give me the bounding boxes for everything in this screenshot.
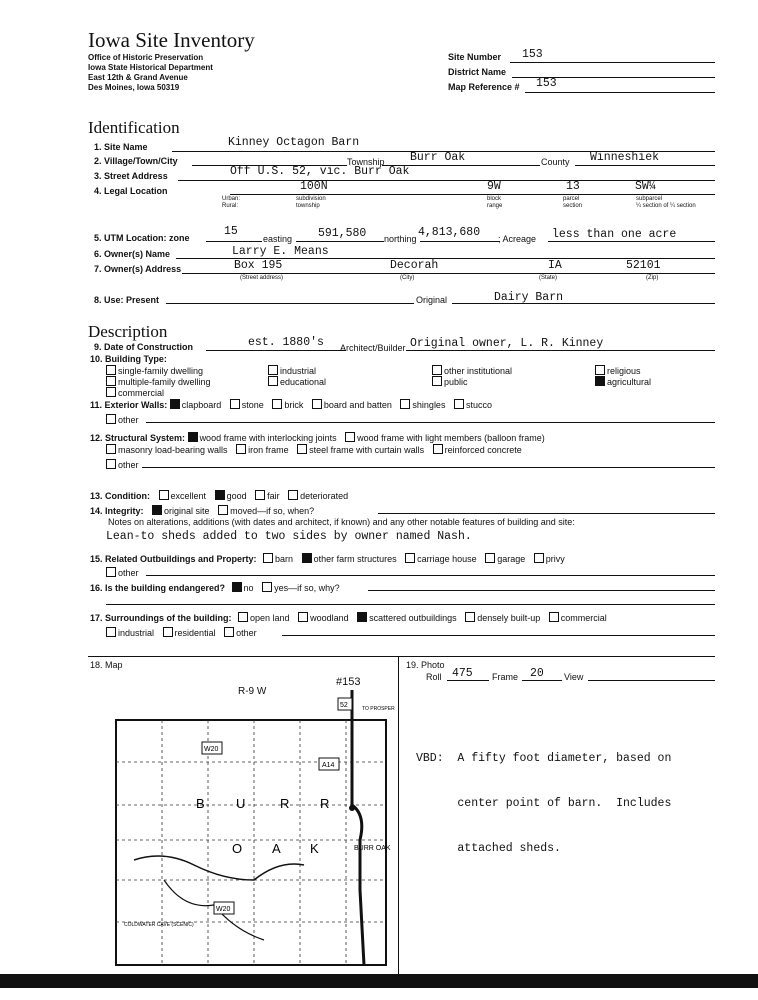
outbuildings-label: 15. Related Outbuildings and Property: [90,554,257,564]
township-sub-label: township [296,203,320,209]
checkbox-checked[interactable] [152,505,162,515]
checkbox[interactable] [106,414,116,424]
surr-opt[interactable] [163,627,216,638]
checkbox[interactable] [485,553,495,563]
notes-label: Notes on alterations, additions (with dates and architect, if known) and any other notable features of building and site: [108,517,575,527]
opt-label: wood frame with light members (balloon frame) [357,433,545,443]
outbuildings-row [90,553,571,564]
street-label: 3. Street Address [94,171,168,181]
opt-label: garage [497,554,526,564]
architect-value[interactable]: Original owner, L. R. Kinney [410,337,604,350]
checkbox[interactable] [106,459,116,469]
checkbox-checked[interactable] [232,582,242,592]
bt-item[interactable] [106,376,211,387]
checkbox[interactable] [595,365,605,375]
opt-label: excellent [170,491,207,501]
opt-label: original site [164,506,210,516]
utm-label: 5. UTM Location: zone [94,233,190,243]
checkbox[interactable] [405,553,415,563]
opt-label: brick [284,400,304,410]
structural-row-2 [106,444,528,455]
surr-opt[interactable] [465,612,540,623]
checkbox[interactable] [534,553,544,563]
zip-sub-label: (Zip) [646,275,659,281]
condition-label: 13. Condition: [90,491,150,501]
easting-label: easting [263,234,293,244]
other-label: other [118,415,139,425]
walls-opt[interactable] [272,399,303,410]
opt-label: wood frame with interlocking joints [199,433,337,443]
surroundings-row-2 [106,627,263,638]
opt-label: stucco [465,400,492,410]
bt-label: religious [607,366,641,376]
street-sub-label: (Street address) [240,275,284,281]
structural-other[interactable] [106,459,139,470]
opt-label: deteriorated [300,491,349,501]
checkbox[interactable] [400,399,410,409]
opt-label: densely built-up [477,613,541,623]
zone-line [206,241,262,242]
opt-label: steel frame with curtain walls [309,445,425,455]
outb-opt[interactable] [302,553,397,564]
walls-other[interactable] [106,414,139,425]
checkbox-checked[interactable] [188,432,198,442]
bt-label: other institutional [444,366,513,376]
site-tag: #153 [336,676,361,688]
range-label: range [487,203,503,209]
scan-edge [0,974,758,988]
acreage-line [548,241,715,242]
date-value[interactable]: est. 1880's [248,336,324,349]
integrity-label: 14. Integrity: [90,506,144,516]
map-label: 18. Map [90,660,123,670]
easting-line [296,241,384,242]
rural-label: Rural: [222,203,239,209]
map-letter: A [272,841,281,856]
opt-label: other farm structures [313,554,397,564]
checkbox[interactable] [297,444,307,454]
surr-opt[interactable] [357,612,457,623]
endangered-row [90,582,346,593]
walls-opt[interactable] [170,399,222,410]
office-line: Des Moines, Iowa 50319 [88,83,180,92]
checkbox[interactable] [106,365,116,375]
district-label: District Name [448,67,507,77]
opt-label: good [226,491,247,501]
checkbox-checked[interactable] [357,612,367,622]
owner-address-line [182,273,715,274]
original-use-value[interactable]: Dairy Barn [494,291,564,304]
bt-item[interactable] [268,376,326,387]
other-label: other [118,568,139,578]
checkbox[interactable] [433,444,443,454]
outb-other[interactable] [106,567,139,578]
surr-opt[interactable] [106,627,154,638]
checkbox[interactable] [238,612,248,622]
sub-label [296,196,326,210]
sub-label [563,196,582,210]
legal-township[interactable]: 100N [300,180,328,193]
structural-other-line[interactable] [142,467,715,468]
section-divider [88,656,715,657]
village-label: 2. Village/Town/City [94,156,178,166]
cond-opt[interactable] [255,490,280,501]
city-sub-label: (City) [400,275,415,281]
walls-opt[interactable] [400,399,445,410]
building-type-label: 10. Building Type: [90,354,167,364]
endangered-line-2[interactable] [106,604,715,605]
checkbox[interactable] [454,399,464,409]
township-value[interactable]: Burr Oak [410,151,466,164]
walls-opt[interactable] [230,399,264,410]
checkbox[interactable] [106,376,116,386]
bt-item[interactable] [268,365,316,376]
opt-label: stone [241,400,264,410]
original-use-label: Original [416,295,448,305]
opt-label: privy [545,554,565,564]
opt-label: residential [174,628,216,638]
owner-zip-value[interactable]: 52101 [626,259,661,272]
endangered-line[interactable] [368,590,715,591]
walls-row [90,399,498,410]
checkbox-checked[interactable] [170,399,180,409]
ss-opt[interactable] [106,444,228,455]
sub-label [636,196,696,210]
checkbox[interactable] [224,627,234,637]
use-present-line[interactable] [166,303,414,304]
map-letter: O [232,841,243,856]
structural-row [90,432,551,443]
street-value[interactable]: Off U.S. 52, vic. Burr Oak [230,165,410,178]
owner-street-value[interactable]: Box 195 [234,259,283,272]
section-vertical-divider [398,656,399,974]
acreage-value[interactable]: less than one acre [552,228,677,241]
map-ref-line [525,92,715,93]
place-coldwater-cave: COLDWATER CAVE (SCENIC) [124,922,194,928]
outb-opt[interactable] [485,553,525,564]
walls-opt[interactable] [312,399,392,410]
walls-other-line[interactable] [146,422,715,423]
northing-label: northing [384,234,417,244]
description-heading: Description [88,322,168,341]
section-label: section [563,203,583,209]
vbd-note[interactable] [416,721,671,871]
sub-label [487,196,502,210]
checkbox[interactable] [106,627,116,637]
township-label: Township [347,157,385,167]
checkbox[interactable] [312,399,322,409]
quarter-label: ¼ section of ¼ section [636,203,696,209]
opt-label: no [243,583,254,593]
opt-label: industrial [118,628,155,638]
outb-opt[interactable] [263,553,293,564]
site-marker-icon [349,805,355,811]
legal-range[interactable]: 9W [487,180,501,193]
opt-label: fair [267,491,280,501]
opt-label: yes—if so, why? [274,583,340,593]
bt-item-checked[interactable] [595,376,651,387]
checkbox[interactable] [549,612,559,622]
site-number-value[interactable]: 153 [522,48,543,61]
river [134,856,304,880]
owner-name-label: 6. Owner(s) Name [94,249,171,259]
map-letter: B [196,796,205,811]
site-number-label: Site Number [448,52,502,62]
date-line [206,350,346,351]
checkbox[interactable] [345,432,355,442]
opt-label: moved—if so, when? [230,506,315,516]
integrity-opt[interactable] [152,505,210,516]
route-label: W20 [216,906,231,913]
surroundings-other-line[interactable] [282,635,715,636]
checkbox[interactable] [432,376,442,386]
ss-opt[interactable] [297,444,424,455]
notes-value[interactable]: Lean-to sheds added to two sides by owner named Nash. [106,530,472,543]
opt-label: masonry load-bearing walls [118,445,228,455]
checkbox[interactable] [432,365,442,375]
subparcel-label: subparcel [636,196,663,202]
ss-opt[interactable] [188,432,337,443]
identification-heading: Identification [88,118,180,137]
checkbox[interactable] [465,612,475,622]
legal-label: 4. Legal Location [94,186,168,196]
checkbox[interactable] [255,490,265,500]
opt-label: commercial [560,613,607,623]
ss-opt[interactable] [345,432,545,443]
checkbox[interactable] [159,490,169,500]
outb-opt[interactable] [534,553,565,564]
bt-item[interactable] [432,365,512,376]
checkbox-checked[interactable] [215,490,225,500]
route-label: 52 [340,702,348,709]
endangered-label: 16. Is the building endangered? [90,583,226,593]
structural-label: 12. Structural System: [90,433,186,443]
vbd-line: attached sheds. [416,842,561,855]
office-line: Iowa State Historical Department [88,63,213,72]
opt-label: iron frame [248,445,289,455]
county-value[interactable]: Winneshiek [590,151,660,164]
cond-opt[interactable] [215,490,247,501]
bt-label: educational [280,377,327,387]
map-letter: R [280,796,290,811]
roll-value[interactable]: 475 [452,667,473,680]
outb-opt[interactable] [405,553,477,564]
cond-opt[interactable] [288,490,348,501]
checkbox[interactable] [288,490,298,500]
acreage-label: ; Acreage [498,234,537,244]
checkbox[interactable] [272,399,282,409]
route-label: W20 [204,746,219,753]
route-label: A14 [322,762,335,769]
location-map [104,690,396,972]
frame-value[interactable]: 20 [530,667,544,680]
office-line: Office of Historic Preservation [88,53,204,62]
original-use-line [452,303,715,304]
roll-line [447,680,489,681]
vbd-line: VBD: A fifty foot diameter, based on [416,752,672,765]
use-label: 8. Use: Present [94,295,160,305]
state-sub-label: (State) [539,275,558,281]
bt-label: agricultural [607,377,652,387]
walls-opt[interactable] [454,399,492,410]
checkbox[interactable] [106,444,116,454]
urban-rural-label [222,196,240,210]
legal-quarter[interactable]: SW¼ [635,180,656,193]
parcel-label: parcel [563,196,580,202]
cond-opt[interactable] [159,490,207,501]
highway-52 [352,690,364,965]
endangered-opt[interactable] [262,582,340,593]
range-label: R-9 W [238,686,267,697]
bt-label: commercial [118,388,165,398]
roll-label: Roll [426,672,442,682]
bt-label: industrial [280,366,317,376]
outb-other-line[interactable] [146,575,715,576]
checkbox[interactable] [106,387,116,397]
surroundings-row [90,612,613,623]
easting-value[interactable]: 591,580 [318,227,367,240]
endangered-opt[interactable] [232,582,254,593]
block-label: block [487,196,502,202]
surroundings-label: 17. Surroundings of the building: [90,613,232,623]
surr-opt[interactable] [549,612,607,623]
map-border [116,720,386,965]
surr-opt[interactable] [298,612,349,623]
northing-value[interactable]: 4,813,680 [418,226,481,239]
office-line: East 12th & Grand Avenue [88,73,188,82]
urban-label: Urban: [222,196,241,202]
checkbox[interactable] [106,567,116,577]
condition-row [90,490,354,501]
bt-label: public [444,377,468,387]
place-to-prosper: TO PROSPER [362,706,395,712]
view-label: View [564,672,584,682]
other-label: other [118,460,139,470]
owner-name-value[interactable]: Larry E. Means [232,245,329,258]
checkbox[interactable] [230,399,240,409]
surr-opt[interactable] [224,627,257,638]
architect-label: Architect/Builder [340,343,406,353]
legal-line [230,194,715,195]
map-ref-value[interactable]: 153 [536,77,557,90]
form-title: Iowa Site Inventory [88,28,255,52]
site-name-label: 1. Site Name [94,142,148,152]
architect-line [406,350,715,351]
office-address [88,53,213,93]
opt-label: open land [250,613,290,623]
checkbox[interactable] [268,365,278,375]
opt-label: clapboard [181,400,222,410]
site-number-line [510,62,715,63]
county-label: County [541,157,570,167]
date-label: 9. Date of Construction [94,342,194,352]
frame-label: Frame [492,672,519,682]
bt-item[interactable] [106,387,164,398]
checkbox[interactable] [236,444,246,454]
checkbox[interactable] [298,612,308,622]
bt-item[interactable] [595,365,641,376]
subdivision-label: subdivision [296,196,326,202]
owner-state-value[interactable]: IA [548,259,562,272]
ss-opt[interactable] [433,444,522,455]
photo-label: 19. Photo [406,660,445,670]
opt-label: shingles [412,400,446,410]
opt-label: carriage house [417,554,477,564]
surr-opt[interactable] [238,612,290,623]
opt-label: board and batten [323,400,392,410]
integrity-opt[interactable] [218,505,314,516]
opt-label: scattered outbuildings [369,613,457,623]
integrity-row [90,505,320,516]
zone-value[interactable]: 15 [224,225,238,238]
place-burr-oak: BURR OAK [354,845,391,852]
checkbox-checked[interactable] [595,376,605,386]
opt-label: woodland [310,613,349,623]
checkbox[interactable] [262,582,272,592]
map-letter: R [320,796,330,811]
vbd-line: center point of barn. Includes [416,797,672,810]
moved-line[interactable] [378,513,715,514]
legal-section[interactable]: 13 [566,180,580,193]
bt-label: single-family dwelling [118,366,204,376]
checkbox[interactable] [263,553,273,563]
opt-label: barn [275,554,294,564]
checkbox[interactable] [218,505,228,515]
site-name-value[interactable]: Kinney Octagon Barn [228,136,360,149]
checkbox[interactable] [268,376,278,386]
ss-opt[interactable] [236,444,289,455]
opt-label: reinforced concrete [444,445,522,455]
frame-line [522,680,562,681]
view-line[interactable] [588,680,715,681]
county-line [575,165,715,166]
checkbox[interactable] [163,627,173,637]
section-grid [116,720,386,965]
map-ref-label: Map Reference # [448,82,520,92]
owner-city-value[interactable]: Decorah [390,259,439,272]
map-letter: K [310,841,319,856]
northing-line [420,241,500,242]
owner-address-label: 7. Owner(s) Address [94,264,182,274]
map-letter: U [236,796,246,811]
bt-label: multiple-family dwelling [118,377,211,387]
opt-label: other [236,628,257,638]
bt-item[interactable] [432,376,468,387]
checkbox-checked[interactable] [302,553,312,563]
bt-item[interactable] [106,365,203,376]
walls-label: 11. Exterior Walls: [90,400,168,410]
